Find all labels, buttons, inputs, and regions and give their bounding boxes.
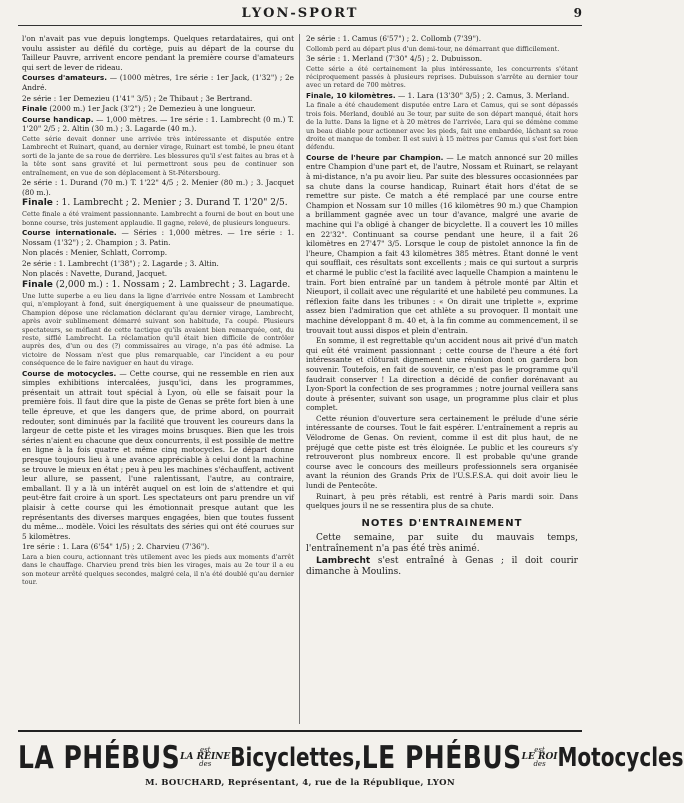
paragraph-text: Cette série devait donner une arrivée très intéressante et disputée entre Lambrecht et Ruinart, quand, au dernier virage, Ruinart est tombé, le pneu étant sorti de la jante de sa roue de derrière. Les blessures qu'il s'est faites au bras et à la tête sont sans gravité et lui permettront sous peu de continuer son entraînement, en vue de son déplacement à St-Pétersbourg. [22,134,294,177]
paragraph-text: — Le match annoncé sur 20 milles entre Champion d'une part et, de l'autre, Nossam et Ruinart, se relayant à mi-distance, n'a pu avoir lieu. Par suite des blessures occasionnées par sa chute dans la course handicap, Ruinart était hors d'état de se remettre sur piste. Ce match a été remplacé par une course entre Champion et Nossam sur 10 milles (16 kilomètres 90 m.) que Champion a brillamment gagnée avec un tour d'avance, malgré une avarie de machine qui l'a obligé à changer de bicyclette. Il a couvert les 10 milles en 22'32". Continuant sa course pendant une heure, il a fait 26 kilomètres en 27'47" 3/5. Lorsque le coup de pistolet annonce la fin de l'heure, Champion a fait 43 kilomètres 385 mètres. Étant donné le vent qui soufflait, ces résultats sont excellents ; mais ce qui surtout a surpris et charmé le public c'est la facilité avec laquelle Champion a maintenu le train. Fort bien entraîné par un tandem à pétrole monté par Altin et Nieuport, il collait avec une régularité et une habileté peu communes. La réflexion faite dans les tribunes : « On dirait une triplette », exprime assez bien l'admiration que cet athlète a su provoquer. Il montait une machine développant 8 m. 40 et, à la fin comme au commencement, il se trouvait tout aussi dispos et plein d'entrain. [306,152,578,335]
tag-left-bottom: des [199,759,212,768]
paragraph-text: Non placés : Navette, Durand, Jacquet. [22,269,168,279]
paragraph-text: l'on n'avait pas vue depuis longtemps. Quelques retardataires, qui ont voulu assister au défilé du cortège, puis au départ de la course du Tailleur Pauvre, arrivent encore pendant la première course d'amateurs qui sert de lever de rideau. [22,34,294,72]
paragraph [22,228,294,247]
advertisement-address: M. BOUCHARD, Représentant, 4, rue de la République, LYON [145,778,455,788]
paragraph [306,91,578,101]
paragraph [22,135,294,177]
paragraph-lead: Finale, 10 kilomètres. [306,90,396,100]
brand-right: LE PHÉBUS [361,738,522,776]
tag-right-top: est [534,745,545,754]
paragraph-text: La finale a été chaudement disputée entre Lara et Camus, qui se sont dépassés trois fois. Merland, doublé au 3e tour, par suite de son départ manqué, était hors de la lutte. Dans la ligne et à 20 mètres de l'arrivée, Lara qui se démène comme un beau diable pour actionner avec les pieds, fait une embardée, lâchant sa roue droite et manque de tomber. Il est suivi à 15 mètres par Camus qui s'est fort bien défendu. [306,101,578,152]
paragraph-text: Ruinart, à peu près rétabli, est rentré à Paris mardi soir. Dans quelques jours il ne se ressentira plus de sa chute. [306,491,578,511]
paragraph [306,533,578,555]
tag-right-mid: LE ROI [521,751,558,762]
paragraph [306,556,578,578]
paragraph [306,54,578,64]
paragraph-text: 2e série : 1. Camus (6'57") ; 2. Collomb (7'39"). [306,34,482,43]
paragraph-lead: Course internationale. [22,227,117,237]
page-header [18,6,582,28]
product-right: Motocycles [557,741,684,773]
paragraph [306,45,578,53]
advertisement-line [18,738,684,776]
paragraph [306,65,578,90]
tag-right [522,747,558,768]
paragraph-text: (2000 m.) 1er Jack (3'2") ; 2e Demezieu à une longueur. [47,104,256,114]
paragraph-text: En somme, il est regrettable qu'un accident nous ait privé d'un match qui eût été vraiment passionnant ; cette course de l'heure a été fort intéressante et clôturait dignement une réunion dont on gardera bon souvenir. Toutefois, en fait de souvenir, ce n'est pas le programme qu'il faudrait conserver ! La direction a décidé de confier dorénavant au Lyon-Sport la confection de ses programmes ; notre journal veillera sans doute à présenter, suivant son usage, un programme plus clair et plus complet. [306,336,578,413]
paragraph [22,369,294,542]
paragraph-text: 2e série : 1. Durand (70 m.) T. 1'22" 4/5 ; 2. Menier (80 m.) ; 3. Jacquet (80 m.). [22,177,294,197]
tag-left [180,747,230,768]
paragraph-text: Collomb perd au départ plus d'un demi-tour, ne démarrant que difficilement. [306,44,560,53]
paragraph-text: — Séries : 1,000 mètres. — 1re série : 1. Nossam (1'32") ; 2. Champion ; 3. Patin. [22,227,295,247]
paragraph [22,269,294,279]
right-column [306,34,578,724]
paragraph [22,104,294,114]
paragraph-lead: Course de l'heure par Champion. [306,152,444,162]
paragraph [22,178,294,197]
paragraph-text: Non placés : Menier, Schlatt, Corromp. [22,248,168,258]
paragraph [22,542,294,552]
paragraph-text: Cette finale a été vraiment passionnante. Lambrecht a fourni de bout en bout une bonne course, très justement applaudie. Il gagne, relevé, de plusieurs longueurs. [22,210,294,227]
paragraph [306,414,578,491]
column-divider [299,34,300,724]
paragraph-lead: Finale [22,279,53,290]
paragraph [306,153,578,335]
paragraph [306,34,578,44]
paragraph [306,492,578,511]
paragraph-text: — 1,000 mètres. — 1re série : 1. Lambrecht (0 m.) T. 1'20" 2/5 ; 2. Altin (30 m.) ; 3. Lagarde (40 m.). [22,114,294,134]
paragraph-lead: Courses d'amateurs. [22,73,108,83]
tag-right-bottom: des [533,759,546,768]
paragraph-text: — Cette course, qui ne ressemble en rien aux simples exhibitions intercalées, jusqu'ici, dans les programmes, présentait un attrait tout spécial à Lyon, où elle se faisait pour la première fois. Il faut dire que la piste de Genas se prête fort bien à une telle épreuve, et que les dangers que, de prime abord, on pourrait redouter, sont diminués par la facilité que trouvent les coureurs dans la largeur de cette piste et les virages moins brusques. Bien que les trois séries n'aient eu chacune que deux concurrents, il est possible de mettre en ligne à la fois quatre et même cinq motocycles. Le départ donne presque toujours lieu à une avance appréciable à celui dont la machine se trouve le mieux en état ; peu à peu les machines s'échauffent, activent leur allure, se passent, l'une ralentissant, l'autre, au contraire, emballant. Il y a là un intérêt auquel on est loin de s'attendre et qui peut-être fait croire à un sport. Les spectateurs ont paru prendre un vif plaisir à cette course qui les émotionnait presque autant que les représentants des diverses marques engagées, bien que toutes fussent du même... modèle. Voici les résultats des séries qui ont été courues sur 5 kilomètres. [22,368,294,541]
paragraph-lead: Course de motocycles. [22,368,117,378]
paragraph-text: Cette semaine, par suite du mauvais temps, l'entraînement n'a pas été très animé. [306,533,578,555]
paragraph [22,259,294,269]
paragraph [22,198,294,209]
paragraph-text: — 1. Lara (13'30" 3/5) ; 2. Camus, 3. Merland. [395,90,570,100]
paragraph [306,101,578,151]
paragraph-text: 1re série : 1. Lara (6'54" 1/5) ; 2. Charvieu (7'36"). [22,542,210,552]
paragraph [306,336,578,413]
paragraph [22,210,294,227]
section-heading: NOTES D'ENTRAINEMENT [361,517,523,529]
paragraph [22,248,294,258]
header-rule [18,25,582,26]
paragraph-lead: Finale [22,198,53,209]
paragraph-text: 2e série : 1. Lambrecht (1'38") ; 2. Lagarde ; 3. Altin. [22,258,219,268]
product-left: Bicyclettes, [230,741,362,773]
paragraph-text: (2,000 m.) : 1. Nossam ; 2. Lambrecht ; 3. Lagarde. [52,279,291,290]
brand-left: LA PHÉBUS [18,738,181,776]
paragraph-text: : 1. Lambrecht ; 2. Menier ; 3. Durand T. 1'20" 2/5. [52,198,288,209]
paragraph-text: Une lutte superbe a eu lieu dans la ligne d'arrivée entre Nossam et Lambrecht qui, n'employant à fond, suit énergiquement à une quaisseur de pneumatique. Champion dépose une réclamation déclarant qu'au dernier virage, Lambrecht, après avoir sublimement démarré suivant son habitude, l'a coupé. Plusieurs spectateurs, se méfiant de cette tactique qu'ils avaient bien remarquée, ont, du reste, sifflé Lambrecht. La réclamation qu'il était bien difficile de contrôler auprès des, d'un ou des (?) commissaires au virage, n'a pas été admise. La victoire de Nossam n'est que plus remarquable, car l'incident a eu pour conséquence de le faire naviguer en haut du virage. [22,291,294,368]
paragraph-text: 2e série : 1er Demezieu (1'41" 3/5) ; 2e Thibaut ; 3e Bertrand. [22,93,253,103]
paragraph [22,292,294,368]
journal-title: LYON-SPORT [241,6,359,21]
paragraph-text: Cette série a été certainement la plus intéressante, les concurrents s'étant réciproquement passés à plusieurs reprises. Dubuisson s'arrête au dernier tour avec un retard de 700 mètres. [306,64,578,90]
paragraph-text: — (1000 mètres, 1re série : 1er Jack, (1'32") ; 2e André. [22,73,294,92]
tag-left-mid: LA REINE [180,751,231,762]
paragraph [22,94,294,104]
advertisement-banner [18,730,684,795]
paragraph [22,115,294,134]
left-column [22,34,294,724]
paragraph-text: Cette réunion d'ouverture sera certainement le prélude d'une série intéressante de courses. Tout le fait espérer. L'entraînement a repris au Vélodrome de Genas. On revient, comme il est dit plus haut, de ne préjugé que cette piste est très éloignée. Le public et les coureurs s'y retrouveront plus nombreux encore. Il est probable qu'une grande course avec le concours des meilleurs professionnels sera organisée avant la réunion des Grands Prix de l'U.S.F.S.A. qui doit avoir lieu le lundi de Pentecôte. [306,413,578,491]
paragraph [22,34,294,72]
paragraph-lead: Finale [22,104,48,114]
paragraph [22,280,294,291]
paragraph [22,73,294,92]
paragraph-lead: Lambrecht [316,556,371,567]
paragraph-lead: Course handicap. [22,114,94,124]
page-number: 9 [573,6,582,20]
tag-left-top: est [199,745,211,754]
paragraph-text: Lara a bien couru, actionnant très utilement avec les pieds aux moments d'arrêt dans le chauffage. Charvieu prend très bien les virages, mais au 2e tour il a eu son moteur arrêté quelques secondes, malgré cela, il n'a été doublé qu'au dernier tour. [22,552,294,587]
paragraph-text: 3e série : 1. Merland (7'30" 4/5) ; 2. Dubuisson. [306,54,483,63]
paragraph-text: s'est entraîné à Genas ; il doit courir dimanche à Moulins. [306,556,578,578]
paragraph [22,553,294,587]
